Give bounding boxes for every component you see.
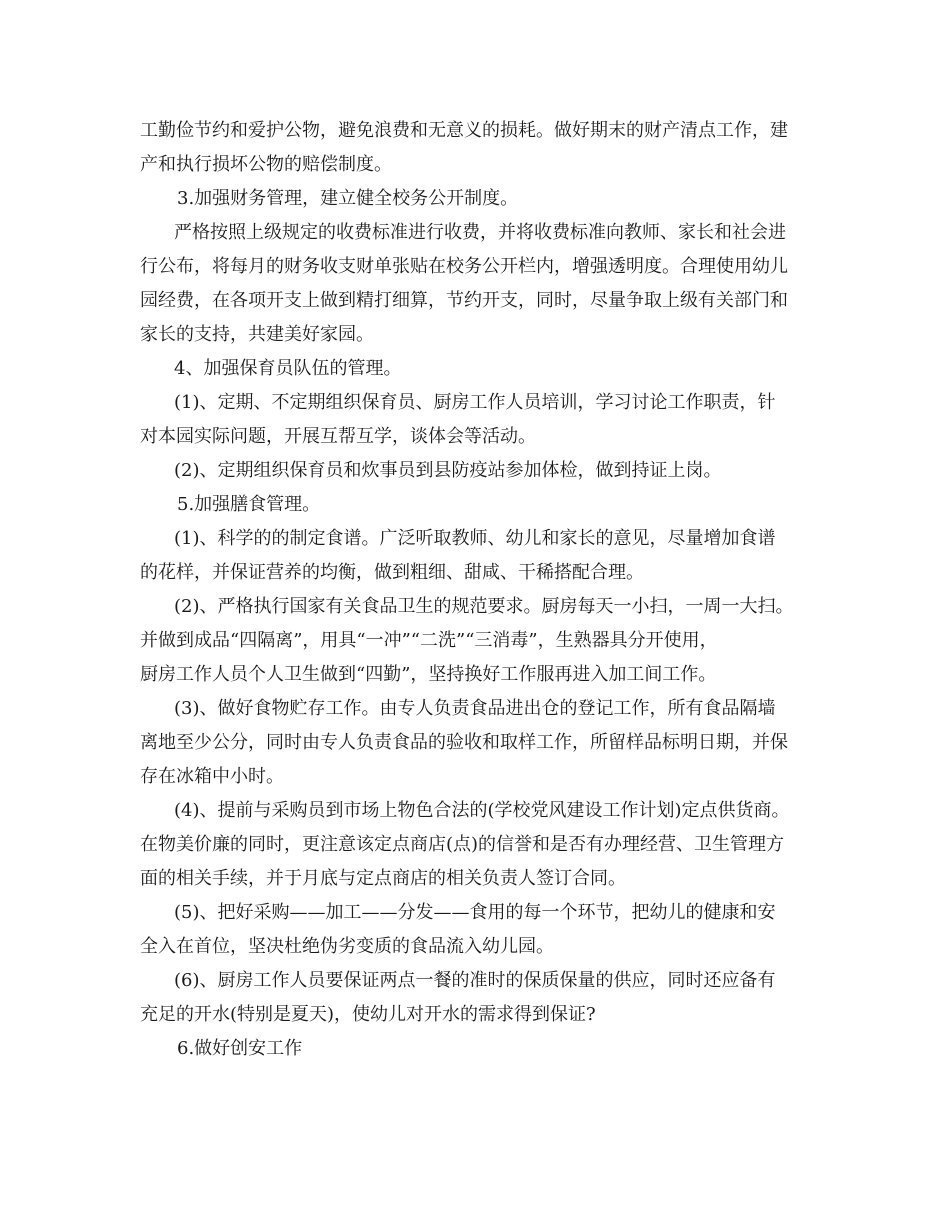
section-heading: 5.加强膳食管理。 bbox=[177, 494, 321, 515]
text-line: 充足的开水(特别是夏天)，使幼儿对开水的需求得到保证? bbox=[140, 1004, 596, 1025]
text-line: (2)、严格执行国家有关食品卫生的规范要求。厨房每天一小扫，一周一大扫。 bbox=[174, 596, 794, 617]
text-line: (1)、科学的的制定食谱。广泛听取教师、幼儿和家长的意见，尽量增加食谱 bbox=[174, 528, 776, 549]
text-line: 产和执行损坏公物的赔偿制度。 bbox=[140, 154, 392, 175]
text-line: 厨房工作人员个人卫生做到“四勤”，坚持换好工作服再进入加工间工作。 bbox=[140, 664, 717, 685]
section-heading: 3.加强财务管理，建立健全校务公开制度。 bbox=[177, 188, 519, 209]
text-line: 在物美价廉的同时，更注意该定点商店(点)的信誉和是否有办理经营、卫生管理方 bbox=[140, 834, 785, 855]
text-line: (4)、提前与采购员到市场上物色合法的(学校党风建设工作计划)定点供货商。 bbox=[174, 800, 790, 821]
text-line: 行公布，将每月的财务收支财单张贴在校务公开栏内，增强透明度。合理使用幼儿 bbox=[140, 256, 788, 277]
text-line: 的花样，并保证营养的均衡，做到粗细、甜咸、干稀搭配合理。 bbox=[140, 562, 644, 583]
text-line: 园经费，在各项开支上做到精打细算，节约开支，同时，尽量争取上级有关部门和 bbox=[140, 290, 788, 311]
text-line: 存在冰箱中小时。 bbox=[140, 766, 284, 787]
text-line: 对本园实际问题，开展互帮互学，谈体会等活动。 bbox=[140, 426, 536, 447]
section-heading: 4、加强保育员队伍的管理。 bbox=[174, 358, 402, 379]
text-line: 并做到成品“四隔离”，用具“一冲”“二洗”“三消毒”，生熟器具分开使用， bbox=[140, 630, 718, 651]
text-line: 面的相关手续，并于月底与定点商店的相关负责人签订合同。 bbox=[140, 868, 626, 889]
text-line: 家长的支持，共建美好家园。 bbox=[140, 324, 374, 345]
text-line: 全入在首位，坚决杜绝伪劣变质的食品流入幼儿园。 bbox=[140, 936, 554, 957]
text-line: (3)、做好食物贮存工作。由专人负责食品进出仓的登记工作，所有食品隔墙 bbox=[174, 698, 776, 719]
text-line: 严格按照上级规定的收费标准进行收费，并将收费标准向教师、家长和社会进 bbox=[174, 222, 786, 243]
section-heading: 6.做好创安工作 bbox=[177, 1038, 303, 1059]
text-line: 离地至少公分，同时由专人负责食品的验收和取样工作，所留样品标明日期，并保 bbox=[140, 732, 788, 753]
text-line: (6)、厨房工作人员要保证两点一餐的准时的保质保量的供应，同时还应备有 bbox=[174, 970, 776, 991]
text-line: (5)、把好采购——加工——分发——食用的每一个环节，把幼儿的健康和安 bbox=[174, 902, 776, 923]
text-line: (1)、定期、不定期组织保育员、厨房工作人员培训，学习讨论工作职责，针 bbox=[174, 392, 776, 413]
text-line: (2)、定期组织保育员和炊事员到县防疫站参加体检，做到持证上岗。 bbox=[174, 460, 722, 481]
text-line: 工勤俭节约和爱护公物，避免浪费和无意义的损耗。做好期末的财产清点工作，建 bbox=[140, 120, 788, 141]
